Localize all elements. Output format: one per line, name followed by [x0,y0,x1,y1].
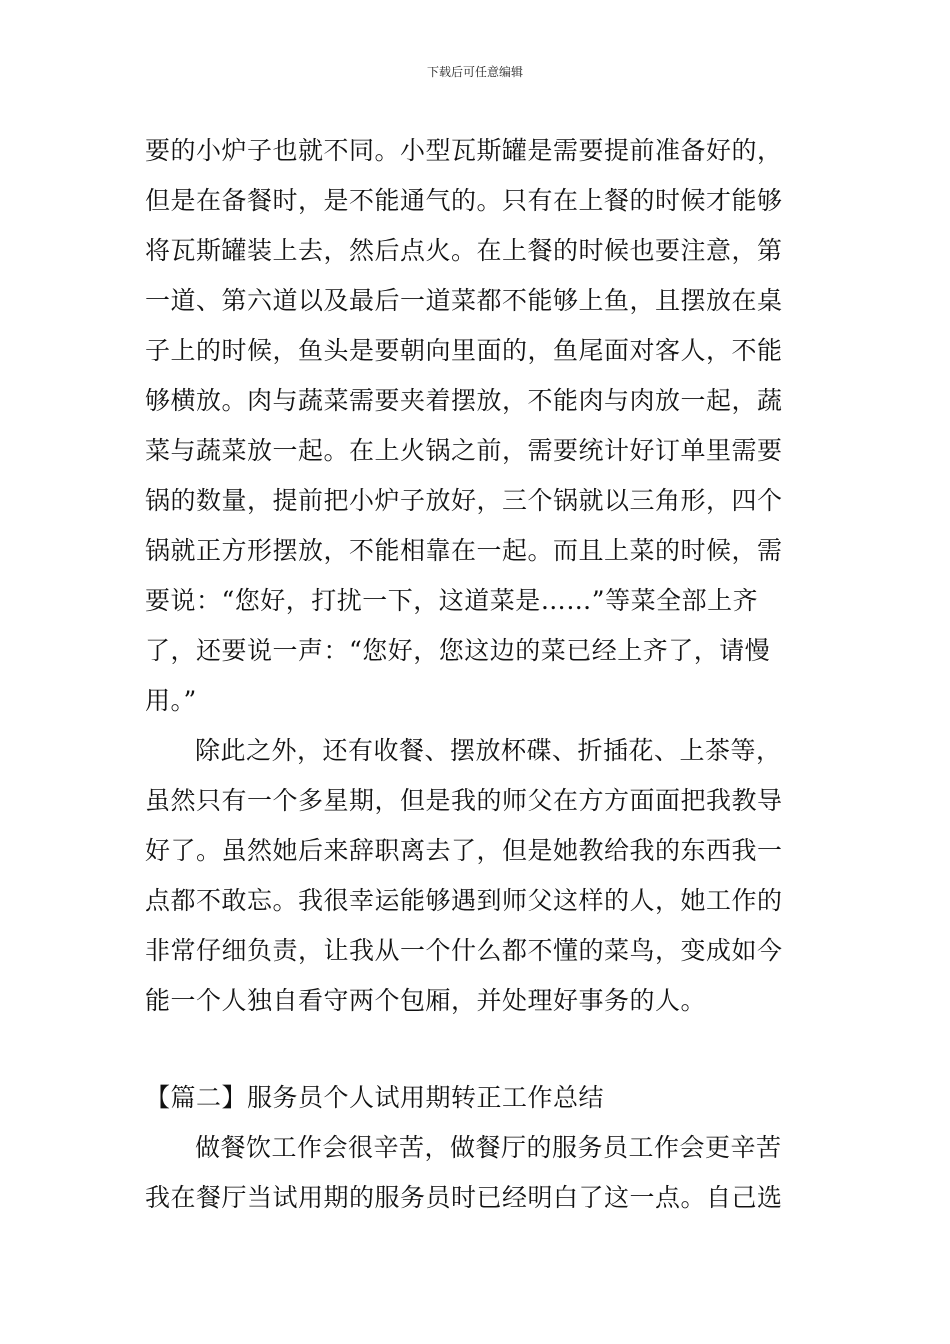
text-line: 虽然只有一个多星期，但是我的师父在方方面面把我教导 [145,786,783,815]
text-line: 了，还要说一声：“您好，您这边的菜已经上齐了，请慢 [145,636,771,665]
page-header: 下载后可任意编辑 [426,65,523,79]
text-line: 够横放。肉与蔬菜需要夹着摆放，不能肉与肉放一起，蔬 [145,386,783,415]
text-line: 锅的数量，提前把小炉子放好，三个锅就以三角形，四个 [145,486,783,515]
paragraph-1 [145,126,810,726]
text-line: 将瓦斯罐装上去，然后点火。在上餐的时候也要注意，第 [145,236,783,265]
text-line: 好了。虽然她后来辞职离去了，但是她教给我的东西我一 [145,836,783,865]
text-line: 非常仔细负责，让我从一个什么都不懂的菜鸟，变成如今 [145,936,783,965]
section-spacer [145,1026,810,1073]
section-heading: 【篇二】服务员个人试用期转正工作总结 [145,1083,605,1112]
text-line: 但是在备餐时，是不能通气的。只有在上餐的时候才能够 [145,186,783,215]
text-line: 锅就正方形摆放，不能相靠在一起。而且上菜的时候，需 [145,536,783,565]
text-line: 用。” [145,686,197,715]
text-line: 我在餐厅当试用期的服务员时已经明白了这一点。自己选 [145,1183,783,1212]
text-line: 菜与蔬菜放一起。在上火锅之前，需要统计好订单里需要 [145,436,783,465]
text-line: 要说：“您好，打扰一下，这道菜是……”等菜全部上齐 [145,586,759,615]
text-line: 除此之外，还有收餐、摆放杯碟、折插花、上茶等， [195,736,782,765]
text-line: 能一个人独自看守两个包厢，并处理好事务的人。 [145,986,707,1015]
paragraph-3 [145,1123,810,1223]
text-line: 做餐饮工作会很辛苦，做餐厅的服务员工作会更辛苦 [195,1133,782,1162]
text-line: 子上的时候，鱼头是要朝向里面的，鱼尾面对客人，不能 [145,336,783,365]
document-body [145,126,810,1223]
text-line: 一道、第六道以及最后一道菜都不能够上鱼，且摆放在桌 [145,286,783,315]
text-line: 要的小炉子也就不同。小型瓦斯罐是需要提前准备好的， [145,136,783,165]
text-line: 点都不敢忘。我很幸运能够遇到师父这样的人，她工作的 [145,886,783,915]
paragraph-2 [145,726,810,1026]
